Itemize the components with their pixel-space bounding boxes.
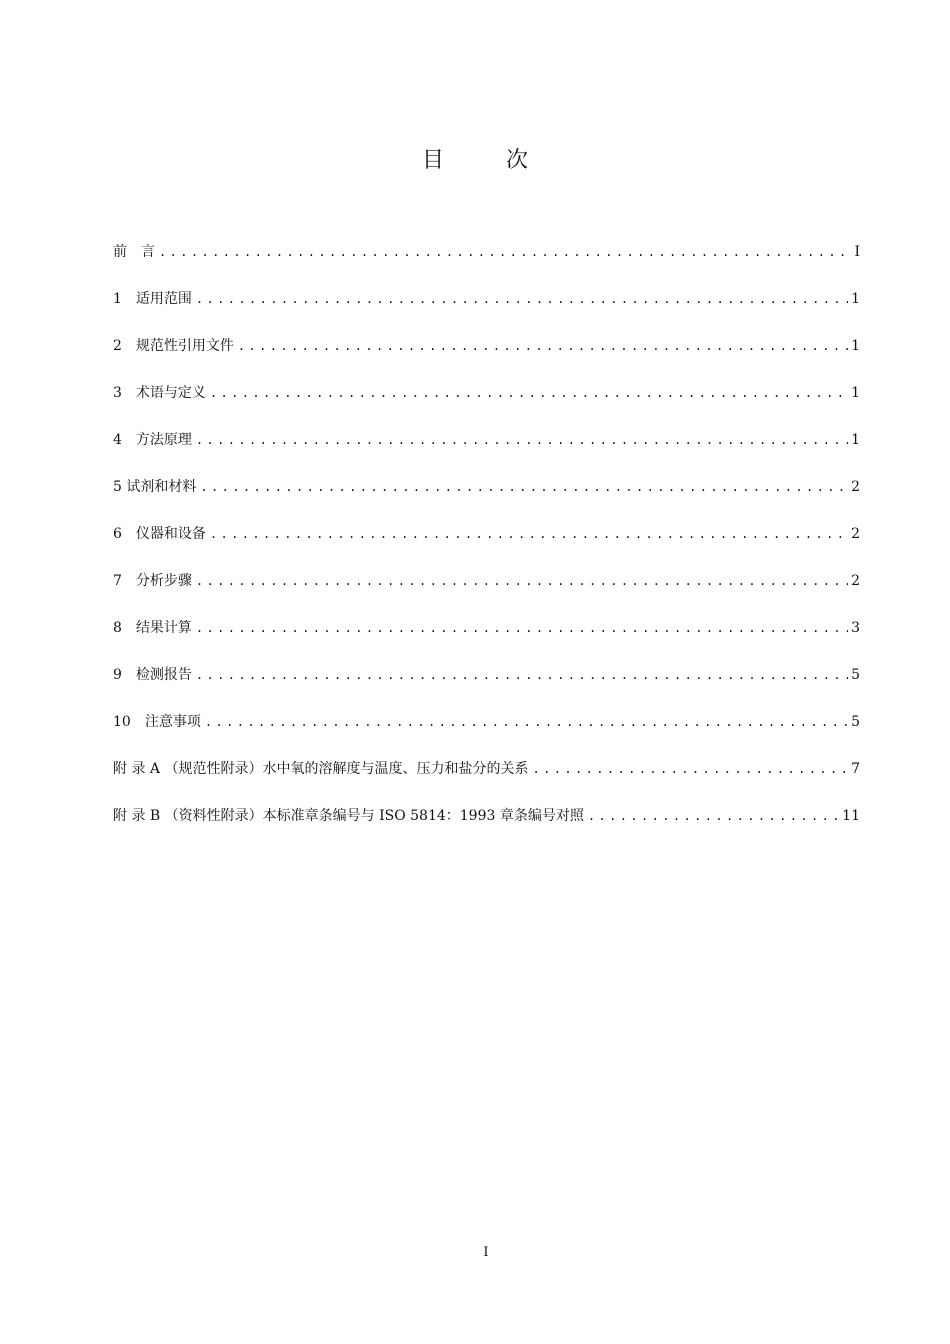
toc-entry-calculation[interactable] <box>113 617 860 664</box>
toc-entry-apparatus[interactable] <box>113 523 860 570</box>
toc-entry-reagents[interactable] <box>113 476 860 523</box>
toc-entry-page[interactable]: 5 <box>851 714 860 730</box>
toc-leader-dots <box>196 621 848 635</box>
title-char-1: 目 <box>421 148 444 173</box>
toc-entry-label[interactable]: 9 检测报告 <box>113 667 192 683</box>
toc-entry-scope[interactable] <box>113 288 860 335</box>
toc-entry-notes[interactable] <box>113 711 860 758</box>
page-number-footer: I <box>483 1245 489 1260</box>
toc-entry-page[interactable]: I <box>854 244 860 260</box>
toc-entry-label[interactable]: 2 规范性引用文件 <box>113 338 234 354</box>
toc-entry-annex-b[interactable] <box>113 805 860 852</box>
toc-entry-principle[interactable] <box>113 429 860 476</box>
toc-entry-page[interactable]: 1 <box>851 338 860 354</box>
toc-entry-label[interactable]: 5 试剂和材料 <box>113 479 197 495</box>
toc-entry-page[interactable]: 7 <box>851 761 860 777</box>
toc-entry-label[interactable]: 4 方法原理 <box>113 432 192 448</box>
toc-leader-dots <box>210 527 848 541</box>
toc-entry-page[interactable]: 5 <box>851 667 860 683</box>
toc-entry-page[interactable]: 3 <box>851 620 860 636</box>
toc-leader-dots <box>196 668 848 682</box>
page-title <box>0 143 950 174</box>
toc-leader-dots <box>159 245 851 259</box>
toc-entry-terms[interactable] <box>113 382 860 429</box>
toc-entry-page[interactable]: 11 <box>842 808 860 824</box>
toc-entry-label[interactable]: 附 录 B （资料性附录）本标准章条编号与 ISO 5814：1993 章条编号对照 <box>113 808 584 824</box>
toc-entry-label[interactable]: 3 术语与定义 <box>113 385 206 401</box>
toc-leader-dots <box>532 762 848 776</box>
toc-entry-label[interactable]: 7 分析步骤 <box>113 573 192 589</box>
toc-entry-test-report[interactable] <box>113 664 860 711</box>
toc-entry-label[interactable]: 10 注意事项 <box>113 714 201 730</box>
toc-leader-dots <box>196 292 848 306</box>
toc-leader-dots <box>196 433 848 447</box>
table-of-contents <box>113 241 860 852</box>
toc-entry-label[interactable]: 附 录 A （规范性附录）水中氧的溶解度与温度、压力和盐分的关系 <box>113 761 529 777</box>
toc-entry-page[interactable]: 2 <box>851 573 860 589</box>
toc-entry-procedure[interactable] <box>113 570 860 617</box>
toc-leader-dots <box>588 809 839 823</box>
toc-entry-page[interactable]: 2 <box>851 526 860 542</box>
toc-entry-label[interactable]: 8 结果计算 <box>113 620 192 636</box>
toc-entry-label[interactable]: 6 仪器和设备 <box>113 526 206 542</box>
toc-entry-page[interactable]: 2 <box>851 479 860 495</box>
toc-leader-dots <box>205 715 848 729</box>
toc-entry-page[interactable]: 1 <box>851 291 860 307</box>
toc-leader-dots <box>210 386 848 400</box>
toc-entry-page[interactable]: 1 <box>851 432 860 448</box>
toc-entry-foreword[interactable] <box>113 241 860 288</box>
title-char-2: 次 <box>506 148 529 173</box>
toc-leader-dots <box>238 339 848 353</box>
toc-entry-annex-a[interactable] <box>113 758 860 805</box>
toc-entry-normative-references[interactable] <box>113 335 860 382</box>
toc-entry-label[interactable]: 前 言 <box>113 244 155 260</box>
toc-entry-page[interactable]: 1 <box>851 385 860 401</box>
toc-leader-dots <box>196 574 848 588</box>
toc-leader-dots <box>200 480 848 494</box>
toc-entry-label[interactable]: 1 适用范围 <box>113 291 192 307</box>
